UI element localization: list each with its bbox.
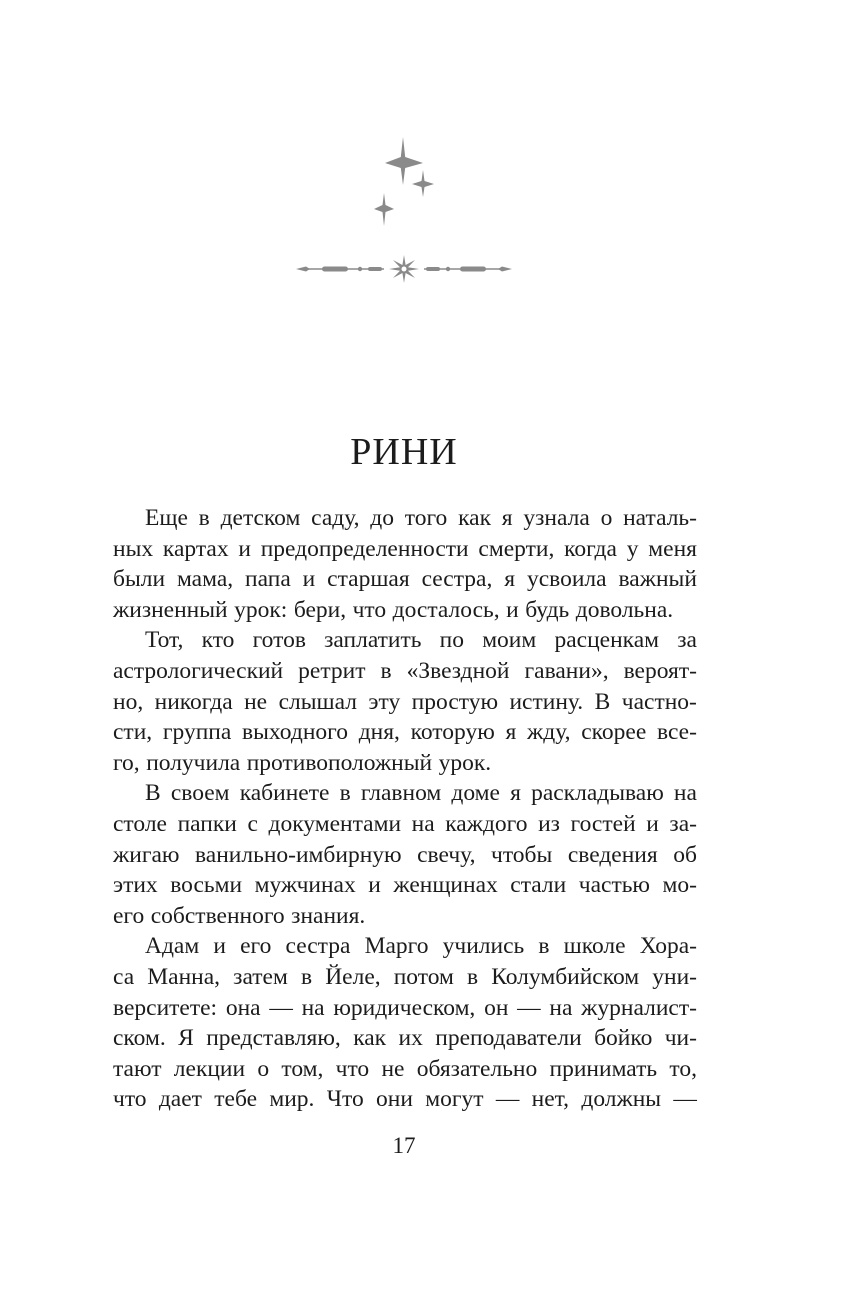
text-line: но, никогда не слышал эту простую истину. В частно- <box>113 688 697 715</box>
star-cluster-ornament <box>360 130 450 230</box>
text-line: ных картах и предопределенности смерти, когда у меня <box>113 535 697 562</box>
text-line: этих восьми мужчинах и женщинах стали частью мо- <box>113 872 697 899</box>
text-line: тают лекции о том, что не обязательно принимать то, <box>113 1055 697 1082</box>
text-line: го, получила противоположный урок. <box>113 749 492 776</box>
text-line: астрологический ретрит в «Звездной гавани», вероят- <box>113 657 697 684</box>
page-number: 17 <box>392 1133 416 1158</box>
body-text <box>113 503 697 1115</box>
text-line: Еще в детском саду, до того как я узнала о наталь- <box>145 505 697 531</box>
text-line: столе папки с документами на каждого из гостей и за- <box>113 810 697 837</box>
large-star-icon <box>385 137 423 185</box>
paragraph <box>113 778 697 931</box>
text-line: ском. Я представляю, как их преподаватели бойко чи- <box>113 1025 697 1052</box>
text-line: что дает тебе мир. Что они могут — нет, должны — <box>113 1086 697 1113</box>
text-line: Адам и его сестра Марго учились в школе Хора- <box>145 933 697 960</box>
paragraph <box>113 503 697 625</box>
small-star-icon <box>374 193 394 226</box>
text-line: Тот, кто готов заплатить по моим расценкам за <box>145 627 697 654</box>
text-line: жизненный урок: бери, что досталось, и будь довольна. <box>113 596 674 623</box>
small-star-icon <box>412 170 434 197</box>
text-line: его собственного знания. <box>113 902 366 929</box>
text-line: жигаю ванильно-имбирную свечу, чтобы сведения об <box>113 841 697 868</box>
divider-ornament <box>296 252 512 286</box>
text-line: сти, группа выходного дня, которую я жду, скорее все- <box>113 719 697 746</box>
text-line: верситете: она — на юридическом, он — на журналист- <box>113 994 697 1021</box>
text-line: были мама, папа и старшая сестра, я усвоила важный <box>113 566 697 593</box>
paragraph <box>113 625 697 778</box>
text-line: В своем кабинете в главном доме я раскладываю на <box>145 780 697 807</box>
text-line: са Манна, затем в Йеле, потом в Колумбийском уни- <box>113 963 697 990</box>
chapter-title: РИНИ <box>350 431 458 473</box>
paragraph <box>113 931 697 1115</box>
